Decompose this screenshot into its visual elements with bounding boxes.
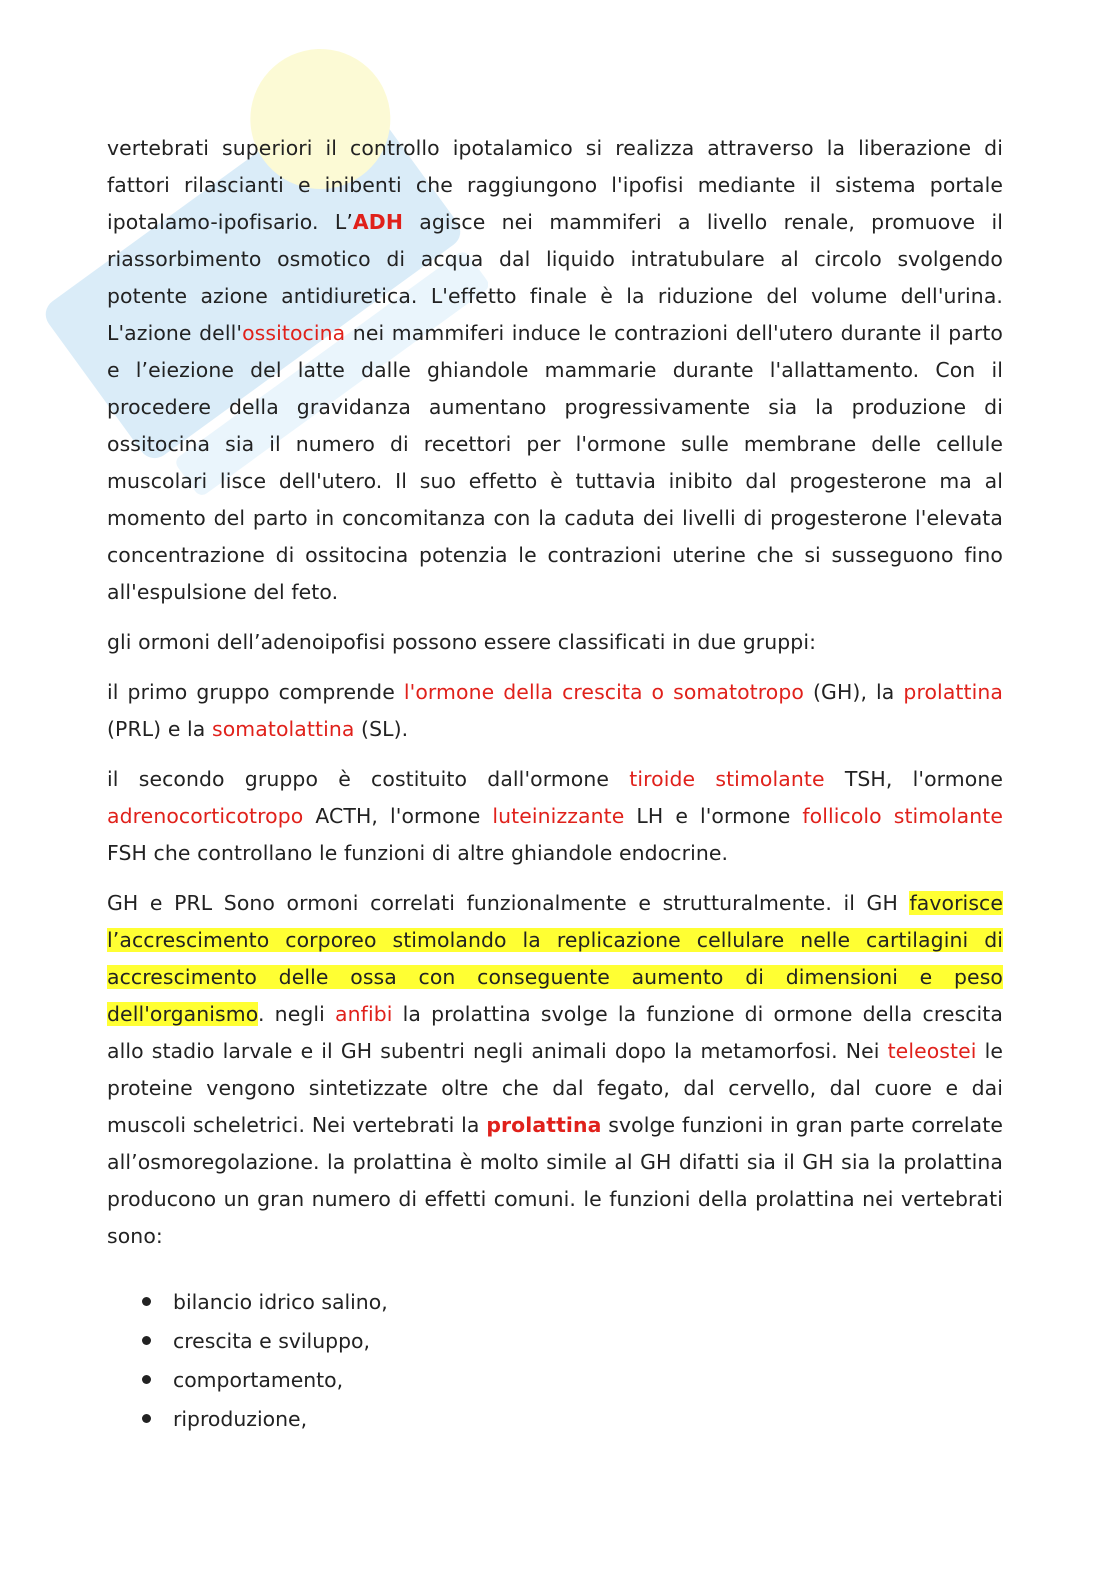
term-adh: ADH [352,210,403,234]
list-item [107,1361,1003,1400]
text-run: . negli [257,1002,336,1026]
term-anfibi: anfibi [335,1002,393,1026]
text-run: FSH che controllano le funzioni di altre ghiandole endocrine. [107,841,729,865]
text-run: la prolattina svolge la funzione di ormone della crescita allo stadio larvale e il GH subentri negli animali dopo la metamorfosi. Nei [107,1002,1003,1063]
text-run: agisce nei mammiferi a livello renale, promuove il riassorbimento osmotico di acqua dal liquido intratubulare al circolo svolgendo potente azione antidiuretica. L'effetto finale è la riduzione del volume dell'urina. L'azione dell' [107,210,1003,345]
list-item-text: riproduzione, [173,1407,308,1431]
list-item [107,1283,1003,1322]
paragraph-primo-gruppo [107,674,1003,748]
bullet-icon [142,1375,151,1384]
list-item [107,1400,1003,1439]
text-run: gli ormoni dell’adenoipofisi possono essere classificati in due gruppi: [107,630,817,654]
prolattina-functions-list [107,1283,1003,1439]
term-follicolo-stimolante: follicolo stimolante [802,804,1003,828]
text-run: (PRL) e la [107,717,212,741]
text-run: ACTH, l'ormone [303,804,493,828]
term-adrenocorticotropo: adrenocorticotropo [107,804,304,828]
term-somatolattina: somatolattina [212,717,355,741]
text-run: vertebrati superiori il controllo ipotalamico si realizza attraverso la liberazione di fattori rilascianti e inibenti che raggiungono l'ipofisi mediante il sistema portale ipotalamo-ipofisario. L’ [107,136,1003,234]
text-run: (GH), la [804,680,904,704]
paragraph-secondo-gruppo [107,761,1003,872]
document-page [107,130,1003,1439]
paragraph-gh-prl [107,885,1003,1255]
text-run: LH e l'ormone [624,804,803,828]
term-tiroide-stimolante: tiroide stimolante [629,767,825,791]
paragraph-ipotalamo [107,130,1003,611]
term-prolattina-bold: prolattina [486,1113,602,1137]
paragraph-adenoipofisi-intro [107,624,1003,661]
text-run: TSH, l'ormone [824,767,1004,791]
bullet-icon [142,1297,151,1306]
text-run: nei mammiferi induce le contrazioni dell'utero durante il parto e l’eiezione del latte dalle ghiandole mammarie durante l'allattamento. Con il procedere della gravidanza aumentano progressivamente sia la produzione di ossitocina sia il numero di recettori per l'ormone sulle membrane delle cellule muscolari lisce dell'utero. Il suo effetto è tuttavia inibito dal progesterone ma al momento del parto in concomitanza con la caduta dei livelli di progesterone l'elevata concentrazione di ossitocina potenzia le contrazioni uterine che si susseguono fino all'espulsione del feto. [107,321,1003,604]
list-item [107,1322,1003,1361]
list-item-text: comportamento, [173,1368,344,1392]
text-run: svolge funzioni in gran parte correlate all’osmoregolazione. la prolattina è molto simile al GH difatti sia il GH sia la prolattina producono un gran numero di effetti comuni. le funzioni della prolattina nei vertebrati sono: [107,1113,1003,1248]
list-item-text: bilancio idrico salino, [173,1290,388,1314]
text-run: il secondo gruppo è costituito dall'ormone [107,767,630,791]
term-teleostei: teleostei [887,1039,977,1063]
text-run: il primo gruppo comprende [107,680,404,704]
term-ormone-crescita: l'ormone della crescita o somatotropo [403,680,804,704]
text-run: (SL). [354,717,409,741]
bullet-icon [142,1414,151,1423]
highlighted-text: favorisce l’accrescimento corporeo stimolando la replicazione cellulare nelle cartilagini di accrescimento delle ossa con conseguente aumento di dimensioni e peso dell'organismo [107,891,1003,1026]
text-run: le proteine vengono sintetizzate oltre che dal fegato, dal cervello, dal cuore e dai muscoli scheletrici. Nei vertebrati la [107,1039,1003,1137]
list-item-text: crescita e sviluppo, [173,1329,370,1353]
term-ossitocina: ossitocina [242,321,346,345]
bullet-icon [142,1336,151,1345]
term-prolattina: prolattina [903,680,1003,704]
term-luteinizzante: luteinizzante [492,804,625,828]
text-run: GH e PRL Sono ormoni correlati funzionalmente e strutturalmente. il GH [107,891,910,915]
